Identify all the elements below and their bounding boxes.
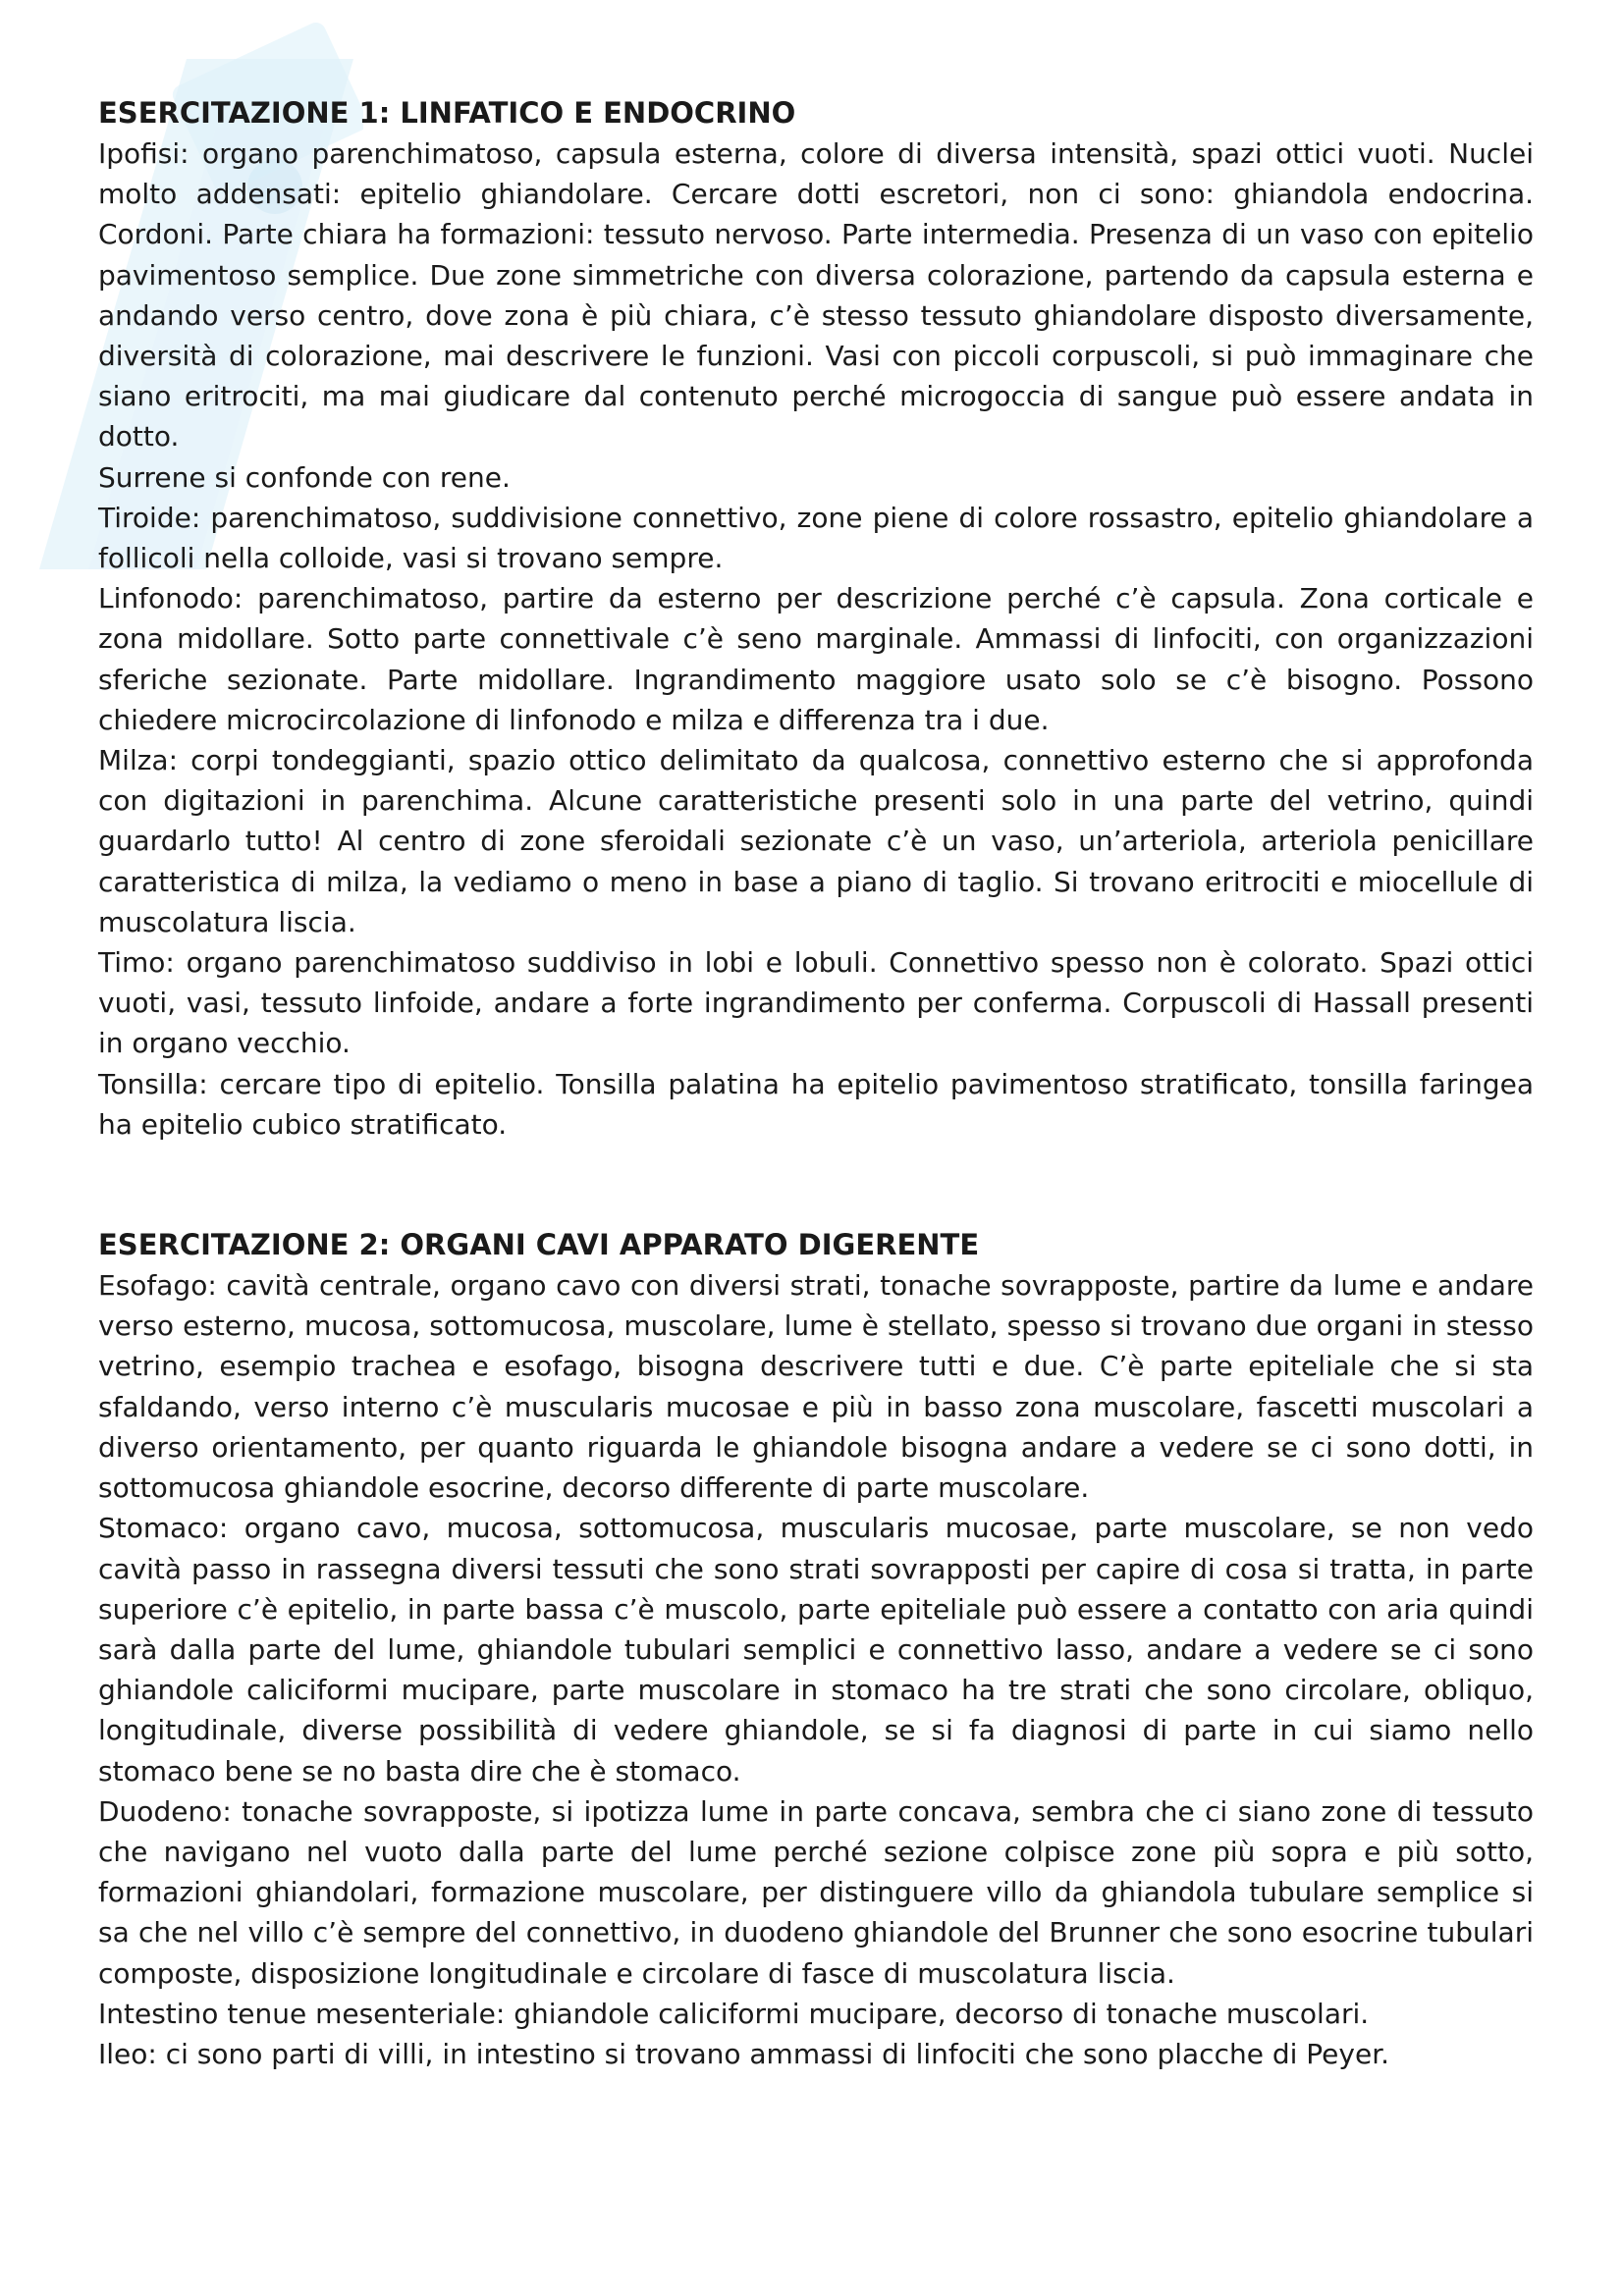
paragraph-timo: Timo: organo parenchimatoso suddiviso in lobi e lobuli. Connettivo spesso non è colorato. Spazi ottici vuoti, vasi, tessuto linfoide, andare a forte ingrandimento per conferma. Corpuscoli di Hassall presenti in organo vecchio. <box>98 946 1534 1060</box>
section-1-title: ESERCITAZIONE 1: LINFATICO E ENDOCRINO <box>98 96 796 130</box>
section-2-title: ESERCITAZIONE 2: ORGANI CAVI APPARATO DIGERENTE <box>98 1228 980 1262</box>
paragraph-duodeno: Duodeno: tonache sovrapposte, si ipotizza lume in parte concava, sembra che ci siano zone di tessuto che navigano nel vuoto dalla parte del lume perché sezione colpisce zone più sopra e più sotto, formazioni ghiandolari, formazione muscolare, per distinguere villo da ghiandola tubulare semplice si sa che nel villo c’è sempre del connettivo, in duodeno ghiandole del Brunner che sono esocrine tubulari composte, disposizione longitudinale e circolare di fasce di muscolatura liscia. <box>98 1794 1534 1990</box>
paragraph-stomaco: Stomaco: organo cavo, mucosa, sottomucosa, muscularis mucosae, parte muscolare, se non vedo cavità passo in rassegna diversi tessuti che sono strati sovrapposti per capire di cosa si tratta, in parte superiore c’è epitelio, in parte bassa c’è muscolo, parte epiteliale può essere a contatto con aria quindi sarà dalla parte del lume, ghiandole tubulari semplici e connettivo lasso, andare a vedere se ci sono ghiandole caliciformi mucipare, parte muscolare in stomaco ha tre strati che sono circolare, obliquo, longitudinale, diverse possibilità di vedere ghiandole, se si fa diagnosi di parte in cui siamo nello stomaco bene se no basta dire che è stomaco. <box>98 1512 1534 1788</box>
paragraph-ipofisi: Ipofisi: organo parenchimatoso, capsula esterna, colore di diversa intensità, spazi ottici vuoti. Nuclei molto addensati: epitelio ghiandolare. Cercare dotti escretori, non ci sono: ghiandola endocrina. Cordoni. Parte chiara ha formazioni: tessuto nervoso. Parte intermedia. Presenza di un vaso con epitelio pavimentoso semplice. Due zone simmetriche con diversa colorazione, partendo da capsula esterna e andando verso centro, dove zona è più chiara, c’è stesso tessuto ghiandolare disposto diversamente, diversità di colorazione, mai descrivere le funzioni. Vasi con piccoli corpuscoli, si può immaginare che siano eritrociti, ma mai giudicare dal contenuto perché microgoccia di sangue può essere andata in dotto. <box>98 137 1534 454</box>
paragraph-surrene: Surrene si confonde con rene. <box>98 460 511 494</box>
document-page <box>98 93 1534 2074</box>
paragraph-milza: Milza: corpi tondeggianti, spazio ottico delimitato da qualcosa, connettivo esterno che si approfonda con digitazioni in parenchima. Alcune caratteristiche presenti solo in una parte del vetrino, quindi guardarlo tutto! Al centro di zone sferoidali sezionate c’è un vaso, un’arteriola, arteriola penicillare caratteristica di milza, la vediamo o meno in base a piano di taglio. Si trovano eritrociti e miocellule di muscolatura liscia. <box>98 744 1534 938</box>
paragraph-linfonodo: Linfonodo: parenchimatoso, partire da esterno per descrizione perché c’è capsula. Zona corticale e zona midollare. Sotto parte connettivale c’è seno marginale. Ammassi di linfociti, con organizzazioni sferiche sezionate. Parte midollare. Ingrandimento maggiore usato solo se c’è bisogno. Possono chiedere microcircolazione di linfonodo e milza e differenza tra i due. <box>98 582 1534 736</box>
paragraph-esofago: Esofago: cavità centrale, organo cavo con diversi strati, tonache sovrapposte, partire da lume e andare verso esterno, mucosa, sottomucosa, muscolare, lume è stellato, spesso si trovano due organi in stesso vetrino, esempio trachea e esofago, bisogna descrivere tutti e due. C’è parte epiteliale che si sta sfaldando, verso interno c’è muscularis mucosae e più in basso zona muscolare, fascetti muscolari a diverso orientamento, per quanto riguarda le ghiandole bisogna andare a vedere se ci sono dotti, in sottomucosa ghiandole esocrine, decorso differente di parte muscolare. <box>98 1269 1534 1505</box>
paragraph-tiroide: Tiroide: parenchimatoso, suddivisione connettivo, zone piene di colore rossastro, epitelio ghiandolare a follicoli nella colloide, vasi si trovano sempre. <box>98 501 1534 575</box>
paragraph-intestino-tenue: Intestino tenue mesenteriale: ghiandole caliciformi mucipare, decorso di tonache muscolari. <box>98 1997 1370 2030</box>
paragraph-tonsilla: Tonsilla: cercare tipo di epitelio. Tonsilla palatina ha epitelio pavimentoso stratificato, tonsilla faringea ha epitelio cubico stratificato. <box>98 1067 1534 1141</box>
section-spacer <box>98 1145 1534 1225</box>
paragraph-ileo: Ileo: ci sono parti di villi, in intestino si trovano ammassi di linfociti che sono placche di Peyer. <box>98 2037 1390 2070</box>
